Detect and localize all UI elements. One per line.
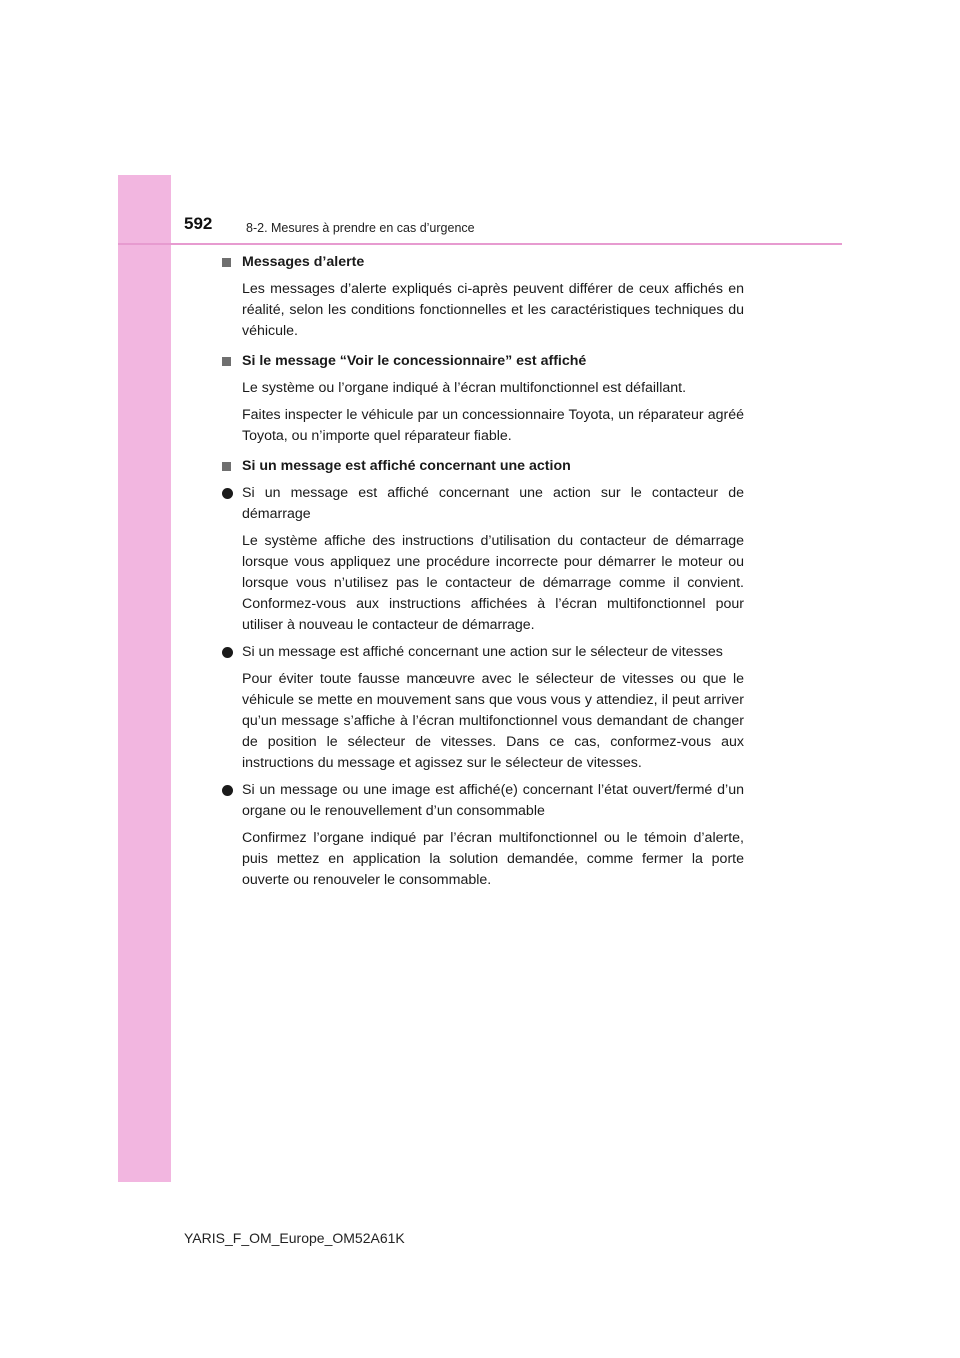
square-bullet-icon: [222, 456, 242, 477]
round-bullet-icon: [222, 780, 242, 801]
list-item-text: Si un message est affiché concernant une action sur le contacteur de démarrage: [242, 485, 744, 522]
square-bullet-icon: [222, 351, 242, 372]
section-heading-see-dealer: [222, 351, 744, 372]
paragraph: Le système ou l’organe indiqué à l’écran multifonctionnel est défaillant.: [242, 380, 687, 396]
paragraph: Confirmez l’organe indiqué par l’écran multifonctionnel ou le témoin d’alerte, puis mettez en application la solution demandée, comme fermer la porte ouverte ou renouveler le consommable.: [242, 830, 744, 888]
heading-text: Si le message “Voir le concessionnaire” est affiché: [242, 353, 587, 369]
paragraph: Pour éviter toute fausse manœuvre avec le sélecteur de vitesses ou que le véhicule se mette en mouvement sans que vous vous y attendiez, il peut arriver qu’un message s’affiche à l’écran multifonctionnel vous demandant de changer de position le sélecteur de vitesses. Dans ce cas, conformez-vous aux instructions du message et agissez sur le sélecteur de vitesses.: [242, 671, 744, 771]
list-item-text: Si un message est affiché concernant une action sur le sélecteur de vitesses: [242, 644, 723, 660]
heading-text: Messages d’alerte: [242, 254, 365, 270]
section-heading-alert-messages: [222, 252, 744, 273]
page-number: 592: [184, 214, 213, 233]
header-rule: [118, 243, 842, 245]
square-bullet-icon: [222, 252, 242, 273]
paragraph: Le système affiche des instructions d’utilisation du contacteur de démarrage lorsque vous appliquez une procédure incorrecte pour démarrer le moteur ou lorsque vous n’utilisez pas le contacteur de démarrage comme il convient. Conformez-vous aux instructions affichées à l’écran multifonctionnel pour utiliser à nouveau le contacteur de démarrage.: [242, 533, 744, 633]
paragraph: Les messages d’alerte expliqués ci-après peuvent différer de ceux affichés en réalité, selon les conditions fonctionnelles et les caractéristiques techniques du véhicule.: [242, 281, 744, 339]
chapter-sidebar-tab: [118, 175, 171, 1182]
section-title: 8-2. Mesures à prendre en cas d’urgence: [246, 221, 475, 235]
list-item-text: Si un message ou une image est affiché(e) concernant l’état ouvert/fermé d’un organe ou le renouvellement d’un consommable: [242, 782, 744, 819]
heading-text: Si un message est affiché concernant une action: [242, 458, 571, 474]
list-item: [222, 642, 744, 663]
paragraph: Faites inspecter le véhicule par un concessionnaire Toyota, un réparateur agréé Toyota, ou n’importe quel réparateur fiable.: [242, 407, 744, 444]
list-item: [222, 483, 744, 525]
round-bullet-icon: [222, 642, 242, 663]
round-bullet-icon: [222, 483, 242, 504]
list-item: [222, 780, 744, 822]
page-content: [222, 252, 744, 897]
document-code: YARIS_F_OM_Europe_OM52A61K: [184, 1230, 405, 1246]
section-heading-action-message: [222, 456, 744, 477]
